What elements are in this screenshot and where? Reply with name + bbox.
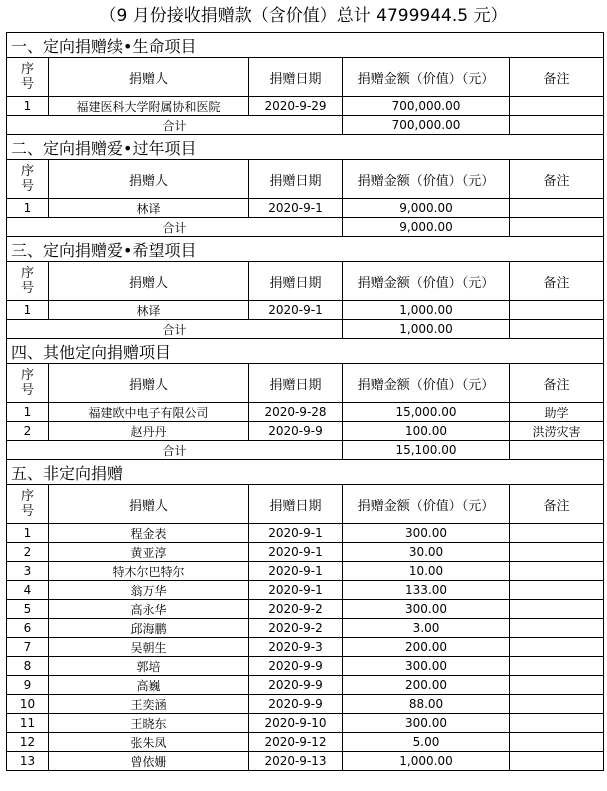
section-title: 二、定向捐赠爱•过年项目 bbox=[7, 135, 604, 160]
row-amount: 88.00 bbox=[343, 695, 510, 714]
amount-header: 捐赠金额（价值）（元） bbox=[343, 364, 510, 403]
row-donor: 曾依姗 bbox=[49, 752, 249, 771]
row-note bbox=[510, 714, 604, 733]
report-title: （9 月份接收捐赠款（含价值）总计 4799944.5 元） bbox=[99, 6, 508, 26]
date-header: 捐赠日期 bbox=[249, 160, 343, 199]
row-amount: 300.00 bbox=[343, 524, 510, 543]
row-donor: 高永华 bbox=[49, 600, 249, 619]
row-date: 2020-9-2 bbox=[249, 619, 343, 638]
total-row bbox=[7, 441, 604, 460]
row-note bbox=[510, 543, 604, 562]
row-donor: 高巍 bbox=[49, 676, 249, 695]
section-header-row bbox=[7, 339, 604, 364]
column-header-row bbox=[7, 485, 604, 524]
date-header: 捐赠日期 bbox=[249, 262, 343, 301]
row-amount: 9,000.00 bbox=[343, 199, 510, 218]
note-header: 备注 bbox=[510, 58, 604, 97]
row-donor: 翁万华 bbox=[49, 581, 249, 600]
seq-header-line2: 号 bbox=[20, 504, 34, 519]
row-seq: 3 bbox=[7, 562, 49, 581]
table-row bbox=[7, 714, 604, 733]
row-donor: 王晓东 bbox=[49, 714, 249, 733]
note-header: 备注 bbox=[510, 485, 604, 524]
total-label: 合计 bbox=[7, 441, 343, 460]
total-label: 合计 bbox=[7, 116, 343, 135]
seq-header-line1: 序 bbox=[20, 489, 34, 504]
row-seq: 4 bbox=[7, 581, 49, 600]
row-amount: 1,000.00 bbox=[343, 301, 510, 320]
row-note bbox=[510, 600, 604, 619]
section-title: 五、非定向捐赠 bbox=[7, 460, 604, 485]
row-amount: 30.00 bbox=[343, 543, 510, 562]
table-row bbox=[7, 676, 604, 695]
total-note bbox=[510, 320, 604, 339]
row-note bbox=[510, 619, 604, 638]
row-amount: 200.00 bbox=[343, 676, 510, 695]
row-donor: 赵丹丹 bbox=[49, 422, 249, 441]
row-donor: 林译 bbox=[49, 301, 249, 320]
row-donor: 黄亚淳 bbox=[49, 543, 249, 562]
row-amount: 300.00 bbox=[343, 657, 510, 676]
row-seq: 1 bbox=[7, 403, 49, 422]
seq-header bbox=[7, 160, 49, 199]
table-row bbox=[7, 97, 604, 116]
row-seq: 13 bbox=[7, 752, 49, 771]
row-donor: 张朱凤 bbox=[49, 733, 249, 752]
total-amount: 15,100.00 bbox=[343, 441, 510, 460]
table-row bbox=[7, 301, 604, 320]
total-amount: 700,000.00 bbox=[343, 116, 510, 135]
donation-table bbox=[6, 32, 604, 771]
row-seq: 2 bbox=[7, 422, 49, 441]
row-amount: 300.00 bbox=[343, 600, 510, 619]
table-row bbox=[7, 581, 604, 600]
row-amount: 3.00 bbox=[343, 619, 510, 638]
row-donor: 特木尔巴特尔 bbox=[49, 562, 249, 581]
seq-header-line2: 号 bbox=[20, 77, 34, 92]
amount-header: 捐赠金额（价值）（元） bbox=[343, 58, 510, 97]
section-header-row bbox=[7, 135, 604, 160]
row-date: 2020-9-1 bbox=[249, 543, 343, 562]
total-note bbox=[510, 218, 604, 237]
seq-header bbox=[7, 485, 49, 524]
date-header: 捐赠日期 bbox=[249, 485, 343, 524]
row-seq: 8 bbox=[7, 657, 49, 676]
row-note bbox=[510, 638, 604, 657]
amount-header: 捐赠金额（价值）（元） bbox=[343, 262, 510, 301]
note-header: 备注 bbox=[510, 262, 604, 301]
row-donor: 邱海鹏 bbox=[49, 619, 249, 638]
seq-header-line1: 序 bbox=[20, 266, 34, 281]
row-note bbox=[510, 199, 604, 218]
row-amount: 10.00 bbox=[343, 562, 510, 581]
row-note: 助学 bbox=[510, 403, 604, 422]
total-row bbox=[7, 218, 604, 237]
donor-header: 捐赠人 bbox=[49, 485, 249, 524]
total-note bbox=[510, 116, 604, 135]
row-amount: 200.00 bbox=[343, 638, 510, 657]
row-seq: 2 bbox=[7, 543, 49, 562]
total-amount: 9,000.00 bbox=[343, 218, 510, 237]
row-seq: 1 bbox=[7, 524, 49, 543]
table-row bbox=[7, 199, 604, 218]
row-amount: 5.00 bbox=[343, 733, 510, 752]
row-date: 2020-9-2 bbox=[249, 600, 343, 619]
row-seq: 1 bbox=[7, 199, 49, 218]
row-date: 2020-9-1 bbox=[249, 301, 343, 320]
row-note bbox=[510, 562, 604, 581]
total-label: 合计 bbox=[7, 320, 343, 339]
column-header-row bbox=[7, 58, 604, 97]
row-note bbox=[510, 676, 604, 695]
row-date: 2020-9-1 bbox=[249, 562, 343, 581]
section-header-row bbox=[7, 237, 604, 262]
row-amount: 133.00 bbox=[343, 581, 510, 600]
row-note bbox=[510, 524, 604, 543]
seq-header-line1: 序 bbox=[20, 368, 34, 383]
table-row bbox=[7, 422, 604, 441]
row-date: 2020-9-28 bbox=[249, 403, 343, 422]
row-amount: 1,000.00 bbox=[343, 752, 510, 771]
row-seq: 1 bbox=[7, 97, 49, 116]
row-date: 2020-9-13 bbox=[249, 752, 343, 771]
total-row bbox=[7, 320, 604, 339]
table-row bbox=[7, 524, 604, 543]
note-header: 备注 bbox=[510, 364, 604, 403]
column-header-row bbox=[7, 160, 604, 199]
column-header-row bbox=[7, 364, 604, 403]
note-header: 备注 bbox=[510, 160, 604, 199]
row-amount: 700,000.00 bbox=[343, 97, 510, 116]
row-note bbox=[510, 97, 604, 116]
row-date: 2020-9-12 bbox=[249, 733, 343, 752]
donor-header: 捐赠人 bbox=[49, 262, 249, 301]
total-note bbox=[510, 441, 604, 460]
date-header: 捐赠日期 bbox=[249, 364, 343, 403]
total-row bbox=[7, 116, 604, 135]
section-title: 三、定向捐赠爱•希望项目 bbox=[7, 237, 604, 262]
row-donor: 福建医科大学附属协和医院 bbox=[49, 97, 249, 116]
section-title: 一、定向捐赠续•生命项目 bbox=[7, 33, 604, 58]
row-amount: 15,000.00 bbox=[343, 403, 510, 422]
section-header-row bbox=[7, 460, 604, 485]
table-row bbox=[7, 657, 604, 676]
row-note bbox=[510, 581, 604, 600]
row-note bbox=[510, 752, 604, 771]
seq-header-line1: 序 bbox=[20, 164, 34, 179]
row-date: 2020-9-29 bbox=[249, 97, 343, 116]
row-seq: 1 bbox=[7, 301, 49, 320]
row-donor: 吴朝生 bbox=[49, 638, 249, 657]
row-seq: 9 bbox=[7, 676, 49, 695]
row-date: 2020-9-9 bbox=[249, 695, 343, 714]
row-date: 2020-9-10 bbox=[249, 714, 343, 733]
row-donor: 程金表 bbox=[49, 524, 249, 543]
table-row bbox=[7, 638, 604, 657]
table-row bbox=[7, 619, 604, 638]
seq-header-line2: 号 bbox=[20, 179, 34, 194]
row-note bbox=[510, 657, 604, 676]
row-amount: 100.00 bbox=[343, 422, 510, 441]
donor-header: 捐赠人 bbox=[49, 160, 249, 199]
table-row bbox=[7, 562, 604, 581]
row-seq: 11 bbox=[7, 714, 49, 733]
table-row bbox=[7, 733, 604, 752]
section-header-row bbox=[7, 33, 604, 58]
seq-header-line2: 号 bbox=[20, 383, 34, 398]
row-date: 2020-9-1 bbox=[249, 524, 343, 543]
table-row bbox=[7, 600, 604, 619]
row-note bbox=[510, 733, 604, 752]
row-amount: 300.00 bbox=[343, 714, 510, 733]
row-note bbox=[510, 301, 604, 320]
total-amount: 1,000.00 bbox=[343, 320, 510, 339]
row-note bbox=[510, 695, 604, 714]
row-date: 2020-9-9 bbox=[249, 676, 343, 695]
section-title: 四、其他定向捐赠项目 bbox=[7, 339, 604, 364]
seq-header bbox=[7, 58, 49, 97]
amount-header: 捐赠金额（价值）（元） bbox=[343, 485, 510, 524]
row-date: 2020-9-3 bbox=[249, 638, 343, 657]
date-header: 捐赠日期 bbox=[249, 58, 343, 97]
row-date: 2020-9-1 bbox=[249, 581, 343, 600]
row-donor: 林译 bbox=[49, 199, 249, 218]
seq-header bbox=[7, 262, 49, 301]
seq-header-line2: 号 bbox=[20, 281, 34, 296]
row-date: 2020-9-9 bbox=[249, 422, 343, 441]
row-seq: 6 bbox=[7, 619, 49, 638]
row-donor: 王奕涵 bbox=[49, 695, 249, 714]
seq-header bbox=[7, 364, 49, 403]
row-donor: 福建欧中电子有限公司 bbox=[49, 403, 249, 422]
row-date: 2020-9-1 bbox=[249, 199, 343, 218]
row-date: 2020-9-9 bbox=[249, 657, 343, 676]
table-row bbox=[7, 695, 604, 714]
seq-header-line1: 序 bbox=[20, 62, 34, 77]
table-row bbox=[7, 752, 604, 771]
row-seq: 12 bbox=[7, 733, 49, 752]
donor-header: 捐赠人 bbox=[49, 364, 249, 403]
donor-header: 捐赠人 bbox=[49, 58, 249, 97]
row-donor: 郭培 bbox=[49, 657, 249, 676]
table-row bbox=[7, 543, 604, 562]
amount-header: 捐赠金额（价值）（元） bbox=[343, 160, 510, 199]
row-seq: 7 bbox=[7, 638, 49, 657]
row-seq: 10 bbox=[7, 695, 49, 714]
column-header-row bbox=[7, 262, 604, 301]
row-seq: 5 bbox=[7, 600, 49, 619]
table-row bbox=[7, 403, 604, 422]
total-label: 合计 bbox=[7, 218, 343, 237]
row-note: 洪涝灾害 bbox=[510, 422, 604, 441]
